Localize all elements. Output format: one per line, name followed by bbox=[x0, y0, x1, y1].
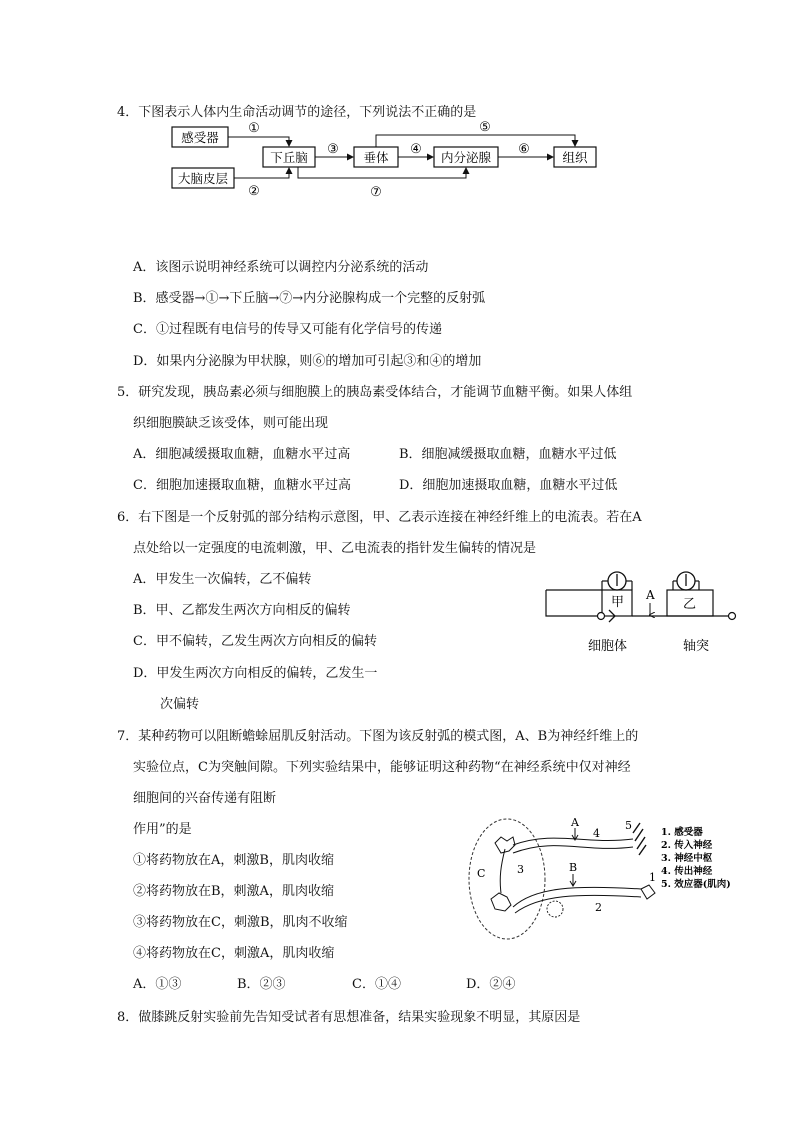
num-1-label: 1 bbox=[649, 871, 656, 884]
q7-item-4: ④将药物放在C，刺激A，肌肉收缩 bbox=[133, 946, 335, 961]
nerve-ending bbox=[729, 613, 736, 620]
num-4-label: 4 bbox=[593, 827, 600, 840]
q5-stem-line1: 5．研究发现，胰岛素必须与细胞膜上的胰岛素受体结合，才能调节血糖平衡。如果人体组 bbox=[117, 385, 633, 400]
q4-option-b: B．感受器→①→下丘脑→⑦→内分泌腺构成一个完整的反射弧 bbox=[133, 291, 486, 306]
neuron-bottom-icon bbox=[491, 893, 511, 911]
receptor-label: 感受器 bbox=[181, 130, 219, 145]
receptor-icon bbox=[641, 885, 655, 899]
q6-option-d-line1: D．甲发生两次方向相反的偏转，乙发生一 bbox=[133, 666, 378, 681]
point-a-label-7: A bbox=[571, 816, 579, 829]
muscle-icon bbox=[633, 823, 646, 855]
arrow-5 bbox=[376, 135, 575, 147]
q5-option-b: B．细胞减缓摄取血糖，血糖水平过低 bbox=[399, 447, 617, 462]
q5-stem-line2: 织细胞膜缺乏该受体，则可能出现 bbox=[133, 416, 329, 431]
q6-option-b: B．甲、乙都发生两次方向相反的偏转 bbox=[133, 603, 351, 618]
arrow-2 bbox=[234, 168, 289, 178]
label-5: ⑤ bbox=[479, 120, 491, 135]
point-b-label: B bbox=[569, 861, 578, 874]
label-1: ① bbox=[248, 121, 260, 136]
nerve-fiber-left bbox=[546, 590, 602, 616]
q4-stem: 4．下图表示人体内生命活动调节的途径，下列说法不正确的是 bbox=[117, 105, 477, 120]
q6-option-d-line2: 次偏转 bbox=[160, 697, 200, 712]
cortex-label: 大脑皮层 bbox=[177, 171, 229, 186]
q7-stem-line2: 实验位点，C为突触间隙。下列实验结果中，能够证明这种药物“在神经系统中仅对神经 bbox=[133, 760, 631, 775]
q6-stem-line1: 6．右下图是一个反射弧的部分结构示意图，甲、乙表示连接在神经纤维上的电流表。若在A bbox=[117, 510, 642, 525]
efferent-nerve bbox=[513, 838, 633, 845]
point-a-label: A bbox=[646, 588, 655, 602]
label-7: ⑦ bbox=[370, 185, 382, 200]
pituitary-label: 垂体 bbox=[363, 150, 389, 165]
q7-stem-line3: 细胞间的兴奋传递有阻断 bbox=[133, 791, 277, 806]
hypothalamus-label: 下丘脑 bbox=[270, 150, 308, 165]
axon-label: 轴突 bbox=[683, 639, 710, 654]
legend-2: 2. 传入神经 bbox=[661, 840, 713, 851]
legend-1: 1. 感受器 bbox=[661, 827, 703, 838]
q5-option-a: A．细胞减缓摄取血糖，血糖水平过高 bbox=[133, 447, 351, 462]
label-2: ② bbox=[248, 184, 260, 199]
q8-stem: 8．做膝跳反射实验前先告知受试者有思想准备，结果实验现象不明显，其原因是 bbox=[117, 1010, 581, 1025]
legend-4: 4. 传出神经 bbox=[661, 866, 713, 877]
q5-option-c: C．细胞加速摄取血糖，血糖水平过高 bbox=[133, 478, 351, 493]
endocrine-label: 内分泌腺 bbox=[440, 150, 492, 165]
q7-stem-line1: 7．某种药物可以阻断蟾蜍屈肌反射活动。下图为该反射弧的模式图，A、B为神经纤维上的 bbox=[117, 729, 639, 744]
meter-yi-label: 乙 bbox=[683, 597, 697, 612]
q7-item-2: ②将药物放在B，刺激A，肌肉收缩 bbox=[133, 884, 334, 899]
legend-3: 3. 神经中枢 bbox=[661, 853, 713, 864]
q4-option-d: D．如果内分泌腺为甲状腺，则⑥的增加可引起③和④的增加 bbox=[133, 354, 482, 369]
q7-item-3: ③将药物放在C，刺激B，肌肉不收缩 bbox=[133, 915, 348, 930]
label-6: ⑥ bbox=[518, 142, 530, 157]
arrow-1 bbox=[228, 137, 289, 146]
label-3: ③ bbox=[327, 142, 339, 157]
q6-option-a: A．甲发生一次偏转，乙不偏转 bbox=[133, 572, 312, 587]
q7-stem-line4: 作用”的是 bbox=[133, 822, 192, 837]
q7-choice-d: D．②④ bbox=[466, 977, 516, 992]
q4-option-a: A．该图示说明神经系统可以调控内分泌系统的活动 bbox=[133, 260, 429, 275]
legend-5: 5. 效应器(肌肉) bbox=[661, 879, 731, 890]
num-5-label: 5 bbox=[625, 819, 632, 832]
q4-option-c: C．①过程既有电信号的传导又可能有化学信号的传递 bbox=[133, 322, 442, 337]
tissue-label: 组织 bbox=[562, 150, 588, 165]
num-3-label: 3 bbox=[517, 863, 524, 876]
q4-regulation-diagram bbox=[170, 119, 600, 199]
q5-option-d: D．细胞加速摄取血糖，血糖水平过低 bbox=[399, 478, 618, 493]
cell-body-label: 细胞体 bbox=[588, 639, 628, 654]
q6-option-c: C．甲不偏转，乙发生两次方向相反的偏转 bbox=[133, 634, 377, 649]
q7-item-1: ①将药物放在A，刺激B，肌肉收缩 bbox=[133, 853, 334, 868]
meter-jia-label: 甲 bbox=[611, 595, 625, 610]
q7-reflex-arc-diagram bbox=[465, 815, 777, 945]
q6-reflex-arc-diagram bbox=[543, 568, 738, 658]
q6-stem-line2: 点处给以一定强度的电流刺激，甲、乙电流表的指针发生偏转的情况是 bbox=[133, 541, 537, 556]
label-4: ④ bbox=[410, 142, 422, 157]
arrow-7 bbox=[298, 167, 466, 178]
q7-choice-c: C．①④ bbox=[352, 977, 401, 992]
num-2-label: 2 bbox=[595, 901, 602, 914]
q7-choice-a: A．①③ bbox=[133, 977, 182, 992]
ganglion-icon bbox=[547, 901, 563, 917]
point-c-label: C bbox=[477, 867, 486, 880]
q7-choice-b: B．②③ bbox=[237, 977, 286, 992]
